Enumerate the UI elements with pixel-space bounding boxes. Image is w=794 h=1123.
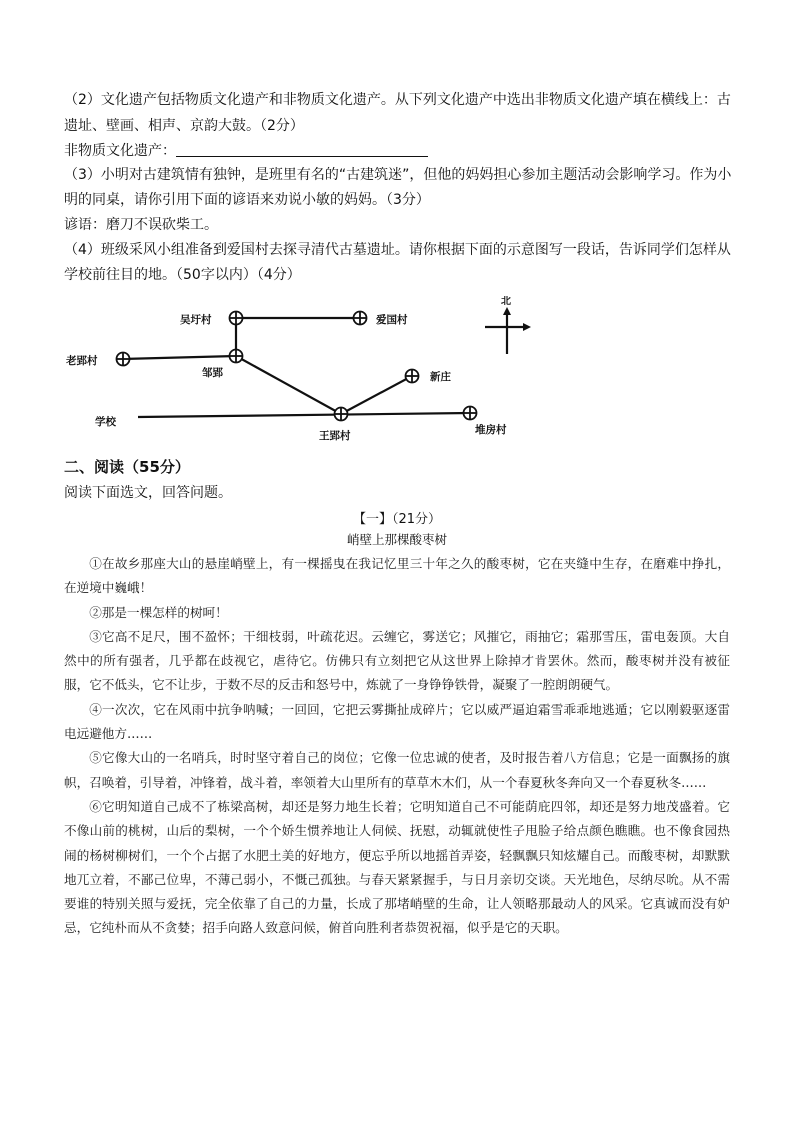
question-2-answer bbox=[64, 141, 730, 161]
question-4-line-2: 学校前往目的地。（50字以内）（4分） bbox=[64, 267, 301, 283]
essay-body bbox=[64, 552, 730, 941]
label-wangying: 王郢村 bbox=[319, 430, 351, 442]
question-3-line-2: 明的同桌，请你引用下面的谚语来劝说小敏的妈妈。（3分） bbox=[64, 192, 430, 208]
label-wuyu: 吴圩村 bbox=[180, 314, 212, 326]
section-title: 二、阅读（55分） bbox=[64, 458, 190, 476]
answer-label: 非物质文化遗产： bbox=[64, 143, 176, 159]
label-duifang: 堆房村 bbox=[475, 424, 507, 436]
label-xinzhuang: 新庄 bbox=[430, 371, 451, 383]
question-2-line-1: （2）文化遗产包括物质文化遗产和非物质文化遗产。从下列文化遗产中选出非物质文化遗产填在横线上：古 bbox=[64, 92, 731, 108]
essay-paragraph-5: ⑤它像大山的一名哨兵，时时坚守着自己的岗位；它像一位忠诚的使者，及时报告着八方信息；它是一面飘扬的旗帜，召唤着，引导着，冲锋着，战斗着，率领着大山里所有的草草木木们，从一个春夏秋冬奔向又一个春夏秋冬…… bbox=[64, 750, 730, 790]
essay-paragraph-1: ①在故乡那座大山的悬崖峭壁上，有一棵摇曳在我记忆里三十年之久的酸枣树，它在夹缝中生存，在磨难中挣扎，在逆境中巍峨！ bbox=[64, 556, 730, 596]
essay-paragraph-6: ⑥它明知道自己成不了栋梁高树，却还是努力地生长着；它明知道自己不可能荫庇四邻，却还是努力地茂盛着。它不像山前的桃树，山后的梨树，一个个娇生惯养地让人伺候、抚慰，动辄就使性子甩脸子给点颜色瞧瞧。也不像食园热闹的杨树柳树们，一个个占据了水肥土美的好地方，便忘乎所以地摇首弄姿，轻飘飘只知炫耀自己。而酸枣树，却默默地兀立着，不鄙己位卑，不薄己弱小，不慨己孤独。与春天紧紧握手，与日月亲切交谈。天光地色，尽纳尽吮。从不需要谁的特别关照与爱抚，完全依靠了自己的力量，长成了那堵峭壁的生命，让人领略那最动人的风采。它真诚而没有妒忌，它纯朴而从不贪婪；招手向路人致意问候，俯首向胜利者恭贺祝福，似乎是它的天职。 bbox=[64, 798, 730, 936]
label-laoying: 老郢村 bbox=[66, 355, 98, 367]
marker-duifang bbox=[464, 407, 477, 420]
label-school: 学校 bbox=[95, 416, 116, 428]
essay-paragraph-4: ④一次次，它在风雨中抗争呐喊；一回回，它把云雾撕扯成碎片；它以威严逼迫霜雪乖乖地逃遁；它以刚毅驱逐雷电远避他方…… bbox=[64, 701, 730, 742]
label-zouying: 邹郢 bbox=[202, 367, 223, 379]
proverb: 谚语：磨刀不误砍柴工。 bbox=[64, 217, 218, 233]
question-3-line-1: （3）小明对古建筑情有独钟，是班里有名的“古建筑迷”，但他的妈妈担心参加主题活动会影响学习。作为小 bbox=[64, 167, 732, 183]
essay-title: 峭壁上那棵酸枣树 bbox=[346, 532, 447, 547]
question-4-line-1: （4）班级采风小组准备到爱国村去探寻清代古墓遗址。请你根据下面的示意图写一段话，告诉同学们怎样从 bbox=[64, 242, 731, 258]
compass-north-icon bbox=[485, 296, 531, 354]
road-wangying-xinzhuang bbox=[341, 376, 412, 414]
part-label: 【一】（21分） bbox=[352, 512, 442, 527]
label-aiguo: 爱国村 bbox=[376, 314, 408, 326]
road-zouying-wangying bbox=[236, 356, 341, 414]
road-laoying-zouying bbox=[123, 356, 236, 359]
essay-paragraph-3: ③它高不足尺，围不盈怀；干细枝弱，叶疏花迟。云缠它，雾送它；风摧它，雨抽它；霜那雪压，雷电轰顶。大自然中的所有强者，几乎都在歧视它，虐待它。仿佛只有立刻把它从这世界上除掉才肯罢休。然而，酸枣树并没有被征服，它不低头，它不让步，于数不尽的反击和怒号中，炼就了一身铮铮铁骨，凝聚了一腔朗朗硬气。 bbox=[64, 628, 730, 693]
marker-wuyu bbox=[230, 312, 243, 325]
marker-aiguo bbox=[354, 312, 367, 325]
north-label: 北 bbox=[501, 296, 511, 307]
road-school-duifang bbox=[138, 413, 470, 417]
essay-paragraph-2: ②那是一棵怎样的树呵！ bbox=[89, 604, 228, 620]
marker-zouying bbox=[230, 350, 243, 363]
section-instruction: 阅读下面选文，回答问题。 bbox=[64, 485, 232, 501]
marker-xinzhuang bbox=[406, 370, 419, 383]
marker-laoying bbox=[117, 353, 130, 366]
question-2-line-2: 遗址、壁画、相声、京韵大鼓。（2分） bbox=[64, 118, 304, 134]
marker-wangying bbox=[335, 408, 348, 421]
route-map bbox=[62, 296, 538, 446]
answer-blank[interactable] bbox=[176, 142, 428, 157]
